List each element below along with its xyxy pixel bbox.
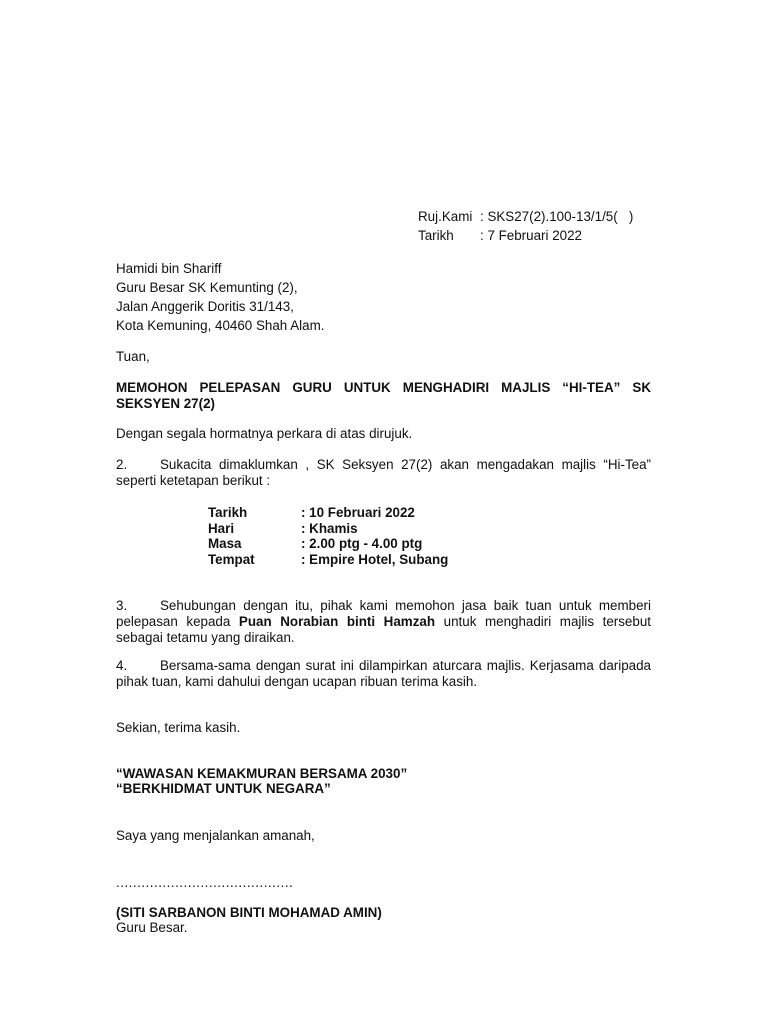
tarikh-label: Tarikh [418,228,454,243]
paragraph-3 [116,598,651,646]
teacher-name: Puan Norabian binti Hamzah [238,614,436,629]
detail-label: Tarikh [208,505,248,520]
detail-label: Tempat [208,551,255,567]
paragraph-number: 3. [116,598,128,613]
paragraph-text: untuk menghadiri majlis tersebut sebagai tetamu yang diraikan. [116,614,651,645]
intro-paragraph: Dengan segala hormatnya perkara di atas dirujuk. [116,426,413,441]
signatory-title: Guru Besar. [116,920,188,935]
recipient-name: Hamidi bin Shariff [116,261,222,276]
recipient-line: Kota Kemuning, 40460 Shah Alam. [116,318,325,333]
motto-line-1: “WAWASAN KEMAKMURAN BERSAMA 2030” [116,766,408,781]
event-details [208,505,448,567]
detail-value: : 10 Februari 2022 [301,505,415,520]
paragraph-number: 2. [116,457,128,472]
date-row [418,228,633,247]
subject-heading [116,380,651,412]
paragraph-text: Sehubungan dengan itu, pihak kami memohon jasa baik tuan untuk memberi pelepasan kepada [116,598,651,629]
detail-row [208,521,448,537]
reference-block [418,209,633,247]
amanah-text: Saya yang menjalankan amanah, [116,828,315,843]
salutation: Tuan, [116,349,150,364]
paragraph-number: 4. [116,658,128,673]
paragraph-2 [116,457,651,489]
detail-label: Hari [208,520,235,536]
paragraph-text: Bersama-sama dengan surat ini dilampirkan aturcara majlis. Kerjasama daripada pihak tuan, kami dahului dengan ucapan ribuan terima kasih. [116,658,651,689]
motto-line-2: “BERKHIDMAT UNTUK NEGARA” [116,781,331,796]
paragraph-text: Sukacita dimaklumkan , SK Seksyen 27(2) akan mengadakan majlis “Hi-Tea” seperti ketetapan berikut : [116,457,651,488]
detail-value: : 2.00 ptg - 4.00 ptg [301,536,423,551]
recipient-address [116,261,324,337]
subject-line-2: SEKSYEN 27(2) [116,396,215,411]
subject-line-1: MEMOHON PELEPASAN GURU UNTUK MENGHADIRI MAJLIS “HI-TEA” SK [116,380,651,395]
ruj-label: Ruj.Kami [418,209,473,224]
detail-value: : Khamis [301,520,358,536]
detail-row [208,536,448,552]
detail-row [208,505,448,521]
recipient-line: Jalan Anggerik Doritis 31/143, [116,299,294,314]
detail-value: : Empire Hotel, Subang [301,551,449,567]
closing-text: Sekian, terima kasih. [116,720,241,735]
signature-line: .......................................... [116,875,294,890]
reference-row [418,209,633,228]
detail-label: Masa [208,536,242,551]
detail-row [208,552,448,568]
signatory-name: (SITI SARBANON BINTI MOHAMAD AMIN) [116,905,382,920]
recipient-line: Guru Besar SK Kemunting (2), [116,280,298,295]
tarikh-value: : 7 Februari 2022 [480,228,582,243]
ruj-value: : SKS27(2).100-13/1/5( ) [480,209,634,224]
paragraph-4 [116,658,651,690]
